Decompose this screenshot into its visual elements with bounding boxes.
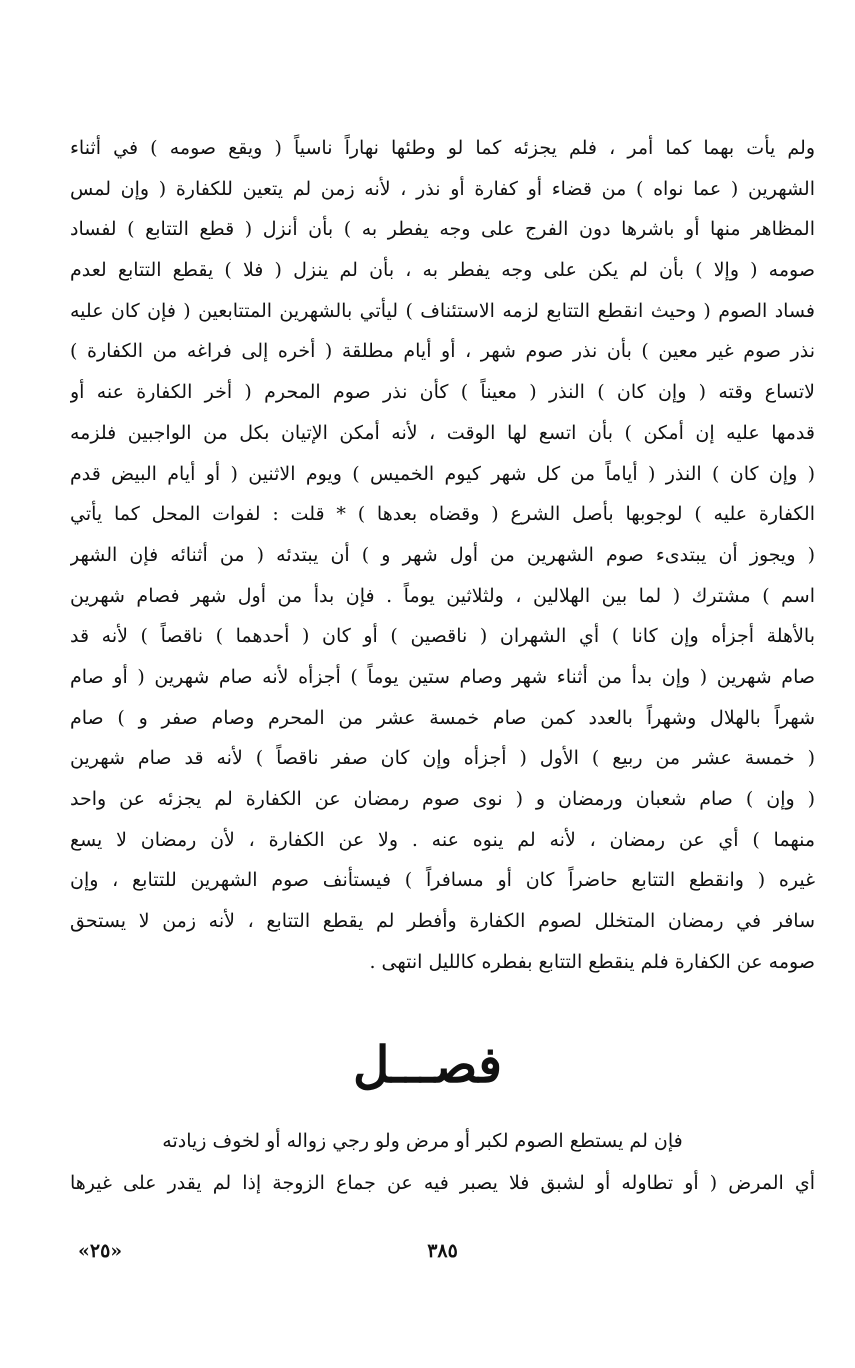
- text-line-17: ( وإن ) صام شعبان ورمضان و ( نوى صوم رمضان عن الكفارة لم يجزئه عن واحد: [70, 788, 815, 810]
- text-line-7: لاتساع وقته ( وإن كان ) النذر ( معيناً ) كأن نذر صوم المحرم ( أخر الكفارة عنه أو: [70, 381, 815, 404]
- text-line-19: غيره ( وانقطع التتابع حاضراً كان أو مسافراً ) فيستأنف صوم الشهرين للتتابع ، وإن: [70, 869, 815, 892]
- text-line-2: الشهرين ( عما نواه ) من قضاء أو كفارة أو نذر ، لأنه زمن لم يتعين للكفارة ( وإن لمس: [70, 177, 815, 200]
- text-line-5: فساد الصوم ( وحيث انقطع التتابع لزمه الاستئناف ) ليأتي بالشهرين المتتابعين ( فإن كان عليه: [70, 299, 815, 322]
- text-line-8: قدمها عليه إن أمكن ) بأن اتسع لها الوقت ، لأنه أمكن الإتيان بكل من الواجبين فلزمه: [70, 421, 815, 444]
- section-heading: فصـــل: [352, 1035, 503, 1094]
- text-line-10: الكفارة عليه ) لوجوبها بأصل الشرع ( وقضاه بعدها ) * قلت : لفوات المحل كما يأتي: [70, 503, 815, 526]
- text-line-20: سافر في رمضان المتخلل لصوم الكفارة وأفطر لم يقطع التتابع ، لأنه زمن لا يستحق: [70, 910, 815, 933]
- text-line-21: صومه عن الكفارة فلم ينقطع التتابع بفطره كالليل انتهى .: [369, 950, 815, 973]
- text-line-16: ( خمسة عشر من ربيع ) الأول ( أجزأه وإن كان صفر ناقصاً ) لأنه قد صام شهرين: [70, 747, 815, 770]
- text-line-11: ( ويجوز أن يبتدىء صوم الشهرين من أول شهر و ) أن يبتدئه ( من أثنائه فإن الشهر: [70, 543, 815, 566]
- text-line-15: شهراً بالهلال وشهراً بالعدد كمن صام خمسة عشر من المحرم وصام صفر و ) صام: [70, 706, 815, 729]
- text-line-1: ولم يأت بهما كما أمر ، فلم يجزئه كما لو وطئها نهاراً ناسياً ( ويقع صومه ) في أثناء: [70, 137, 815, 159]
- page-number: ٣٨٥: [427, 1240, 458, 1262]
- text-line-12: اسم ) مشترك ( لما بين الهلالين ، ولثلاثين يوماً . فإن بدأ من أول شهر فصام شهرين: [70, 584, 815, 607]
- text-line-4: صومه ( وإلا ) بأن لم يكن على وجه يفطر به ، بأن لم ينزل ( فلا ) يقطع التتابع لعدم: [70, 259, 815, 282]
- main-text-block: [70, 128, 815, 982]
- signature-mark: «٢٥»: [78, 1240, 123, 1262]
- section-line-2: أي المرض ( أو تطاوله أو لشبق فلا يصبر فيه عن جماع الزوجة إذا لم يقدر على غيرها: [70, 1172, 815, 1194]
- text-line-6: نذر صوم غير معين ) بأن نذر صوم شهر ، أو أيام مطلقة ( أخره إلى فراغه من الكفارة ): [70, 340, 815, 363]
- section-line-1: فإن لم يستطع الصوم لكبر أو مرض ولو رجي زواله أو لخوف زيادته: [162, 1130, 683, 1152]
- text-line-3: المظاهر منها أو باشرها دون الفرج على وجه يفطر به ) بأن أنزل ( قطع التتابع ) لفساد: [70, 218, 815, 241]
- text-line-18: منهما ) أي عن رمضان ، لأنه لم ينوه عنه . ولا عن الكفارة ، لأن رمضان لا يسع: [70, 828, 815, 851]
- text-line-9: ( وإن كان ) النذر ( أياماً من كل شهر كيوم الخميس ) ويوم الاثنين ( أو أيام البيض قدم: [70, 462, 815, 485]
- text-line-13: بالأهلة أجزأه وإن كانا ) أي الشهران ( ناقصين ) أو كان ( أحدهما ) ناقصاً ) لأنه قد: [70, 625, 815, 648]
- page-footer: [70, 1236, 815, 1266]
- text-line-14: صام شهرين ( وإن بدأ من أثناء شهر وصام ستين يوماً ) أجزأه لأنه صام شهرين ( أو صام: [70, 665, 815, 688]
- section-text-block: [70, 1120, 815, 1204]
